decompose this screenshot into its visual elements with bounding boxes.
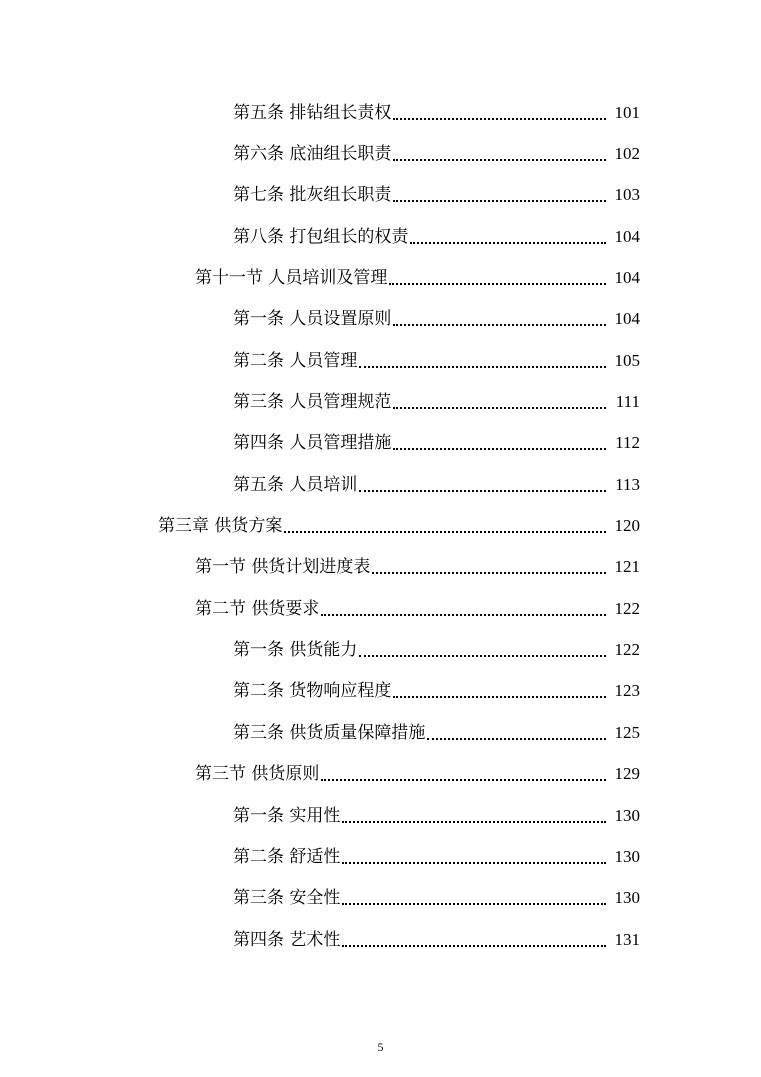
toc-entry-title: 第一条 人员设置原则 [233,309,392,330]
toc-entry-title: 第四条 艺术性 [233,929,341,950]
toc-entry-page: 122 [614,640,640,660]
toc-entry-page: 131 [614,929,640,949]
dot-leader [359,655,606,657]
toc-entry-page: 120 [614,516,640,536]
toc-entry[interactable] [0,340,761,381]
toc-entry-page: 125 [614,722,640,742]
toc-entry-page: 123 [614,681,640,701]
toc-entry[interactable] [0,216,761,257]
dot-leader [342,821,606,823]
dot-leader [389,283,606,285]
dot-leader [393,159,606,161]
dot-leader [342,903,606,905]
toc-entry-page: 101 [614,102,640,122]
dot-leader [393,200,606,202]
toc-entry-page: 130 [614,888,640,908]
toc-entry-title: 第一条 供货能力 [233,640,358,661]
toc-entry[interactable] [0,381,761,422]
toc-entry-title: 第三节 供货原则 [195,764,320,785]
toc-entry-title: 第三条 安全性 [233,888,341,909]
dot-leader [284,531,606,533]
toc-entry-title: 第二节 供货要求 [195,598,320,619]
toc-entry-title: 第三条 供货质量保障措施 [233,722,426,743]
toc-entry-title: 第二条 人员管理 [233,350,358,371]
dot-leader [410,242,606,244]
dot-leader [359,366,606,368]
toc-entry-title: 第一节 供货计划进度表 [195,557,371,578]
toc-entry-title: 第五条 人员培训 [233,474,358,495]
toc-entry[interactable] [0,464,761,505]
toc-entry[interactable] [0,505,761,546]
dot-leader [342,945,606,947]
dot-leader [427,738,606,740]
toc-entry[interactable] [0,92,761,133]
toc-entry[interactable] [0,299,761,340]
dot-leader [372,572,606,574]
table-of-contents [0,92,761,960]
toc-entry-page: 121 [614,557,640,577]
dot-leader [342,862,606,864]
dot-leader [393,324,606,326]
dot-leader [393,407,606,409]
toc-entry-title: 第八条 打包组长的权责 [233,226,409,247]
toc-entry[interactable] [0,423,761,464]
toc-entry[interactable] [0,175,761,216]
toc-entry-page: 112 [615,433,640,453]
toc-entry-title: 第二条 货物响应程度 [233,681,392,702]
toc-entry-page: 105 [614,350,640,370]
toc-entry[interactable] [0,629,761,670]
page-number: 5 [377,1040,384,1054]
toc-entry-title: 第三条 人员管理规范 [233,392,392,413]
toc-entry[interactable] [0,795,761,836]
toc-entry-title: 第七条 批灰组长职责 [233,185,392,206]
toc-entry-page: 104 [614,226,640,246]
toc-entry-page: 130 [614,846,640,866]
toc-entry[interactable] [0,588,761,629]
toc-entry-title: 第十一节 人员培训及管理 [195,268,388,289]
toc-entry[interactable] [0,257,761,298]
toc-entry-page: 122 [614,598,640,618]
toc-entry-title: 第一条 实用性 [233,805,341,826]
toc-entry[interactable] [0,133,761,174]
toc-entry-title: 第二条 舒适性 [233,846,341,867]
toc-entry-title: 第五条 排钻组长责权 [233,102,392,123]
toc-entry-page: 104 [614,268,640,288]
dot-leader [359,490,606,492]
toc-entry-page: 129 [614,764,640,784]
dot-leader [393,118,606,120]
toc-entry-page: 103 [614,185,640,205]
toc-entry[interactable] [0,836,761,877]
toc-entry-page: 102 [614,144,640,164]
toc-entry-title: 第四条 人员管理措施 [233,433,392,454]
dot-leader [393,448,606,450]
dot-leader [393,696,606,698]
toc-entry-title: 第三章 供货方案 [158,516,283,537]
toc-entry[interactable] [0,754,761,795]
toc-entry[interactable] [0,712,761,753]
dot-leader [321,779,606,781]
toc-entry-title: 第六条 底油组长职责 [233,144,392,165]
toc-entry[interactable] [0,547,761,588]
toc-entry[interactable] [0,878,761,919]
toc-entry-page: 130 [614,805,640,825]
toc-entry[interactable] [0,671,761,712]
toc-entry-page: 111 [615,392,640,412]
dot-leader [321,614,606,616]
toc-entry-page: 104 [614,309,640,329]
toc-entry-page: 113 [615,474,640,494]
toc-entry[interactable] [0,919,761,960]
